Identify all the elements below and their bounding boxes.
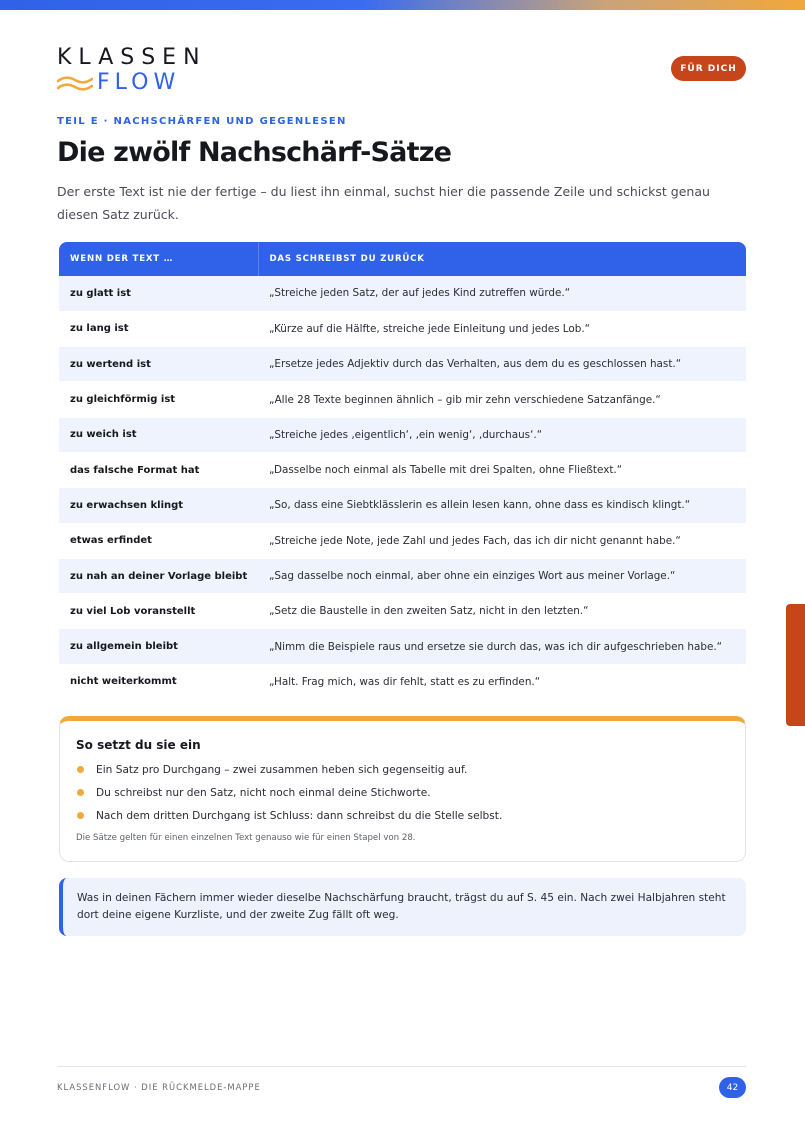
logo-wordmark-top: KLASSEN xyxy=(57,45,207,70)
lead-paragraph: Der erste Text ist nie der fertige – du liest ihn einmal, suchst hier die passende Zeile und schickst genau diesen Satz zurück. xyxy=(57,184,710,222)
condition-cell: nicht weiterkommt xyxy=(59,664,258,699)
audience-badge: FÜR DICH xyxy=(671,56,746,81)
table-row xyxy=(59,664,746,699)
section-kicker: TEIL E · NACHSCHÄRFEN UND GEGENLESEN xyxy=(57,116,347,127)
response-cell: „Streiche jeden Satz, der auf jedes Kind zutreffen würde.“ xyxy=(258,276,746,311)
section-side-tab xyxy=(786,604,805,726)
condition-cell: zu glatt ist xyxy=(59,276,258,311)
klassenflow-logo xyxy=(57,46,207,95)
list-item-text: Nach dem dritten Durchgang ist Schluss: dann schreibst du die Stelle selbst. xyxy=(96,809,503,822)
response-cell: „Kürze auf die Hälfte, streiche jede Einleitung und jedes Lob.“ xyxy=(258,311,746,346)
bullet-dot-icon xyxy=(77,789,84,796)
usage-tips-note: Die Sätze gelten für einen einzelnen Text genauso wie für einen Stapel von 28. xyxy=(76,833,416,843)
condition-cell: zu lang ist xyxy=(59,311,258,346)
table-row xyxy=(59,452,746,487)
table-row xyxy=(59,347,746,382)
table-row xyxy=(59,594,746,629)
logo-wordmark-bottom: FLOW xyxy=(97,70,181,95)
column-header-response: DAS SCHREIBST DU ZURÜCK xyxy=(258,242,746,276)
response-cell: „Halt. Frag mich, was dir fehlt, statt es zu erfinden.“ xyxy=(258,664,746,699)
top-gradient-bar xyxy=(0,0,805,10)
condition-cell: das falsche Format hat xyxy=(59,452,258,487)
phrases-table xyxy=(59,242,746,700)
list-item xyxy=(76,804,729,827)
column-header-condition: WENN DER TEXT … xyxy=(59,242,258,276)
list-item xyxy=(76,781,729,804)
table-row xyxy=(59,311,746,346)
footer-label: KLASSENFLOW · DIE RÜCKMELDE-MAPPE xyxy=(57,1082,261,1092)
table-row xyxy=(59,276,746,311)
wave-icon xyxy=(57,74,93,92)
condition-cell: zu gleichförmig ist xyxy=(59,382,258,417)
condition-cell: zu wertend ist xyxy=(59,347,258,382)
condition-cell: zu weich ist xyxy=(59,417,258,452)
table-row xyxy=(59,629,746,664)
table-row xyxy=(59,523,746,558)
condition-cell: zu erwachsen klingt xyxy=(59,488,258,523)
usage-tips-list xyxy=(76,758,729,827)
condition-cell: zu viel Lob voranstellt xyxy=(59,594,258,629)
response-cell: „Sag dasselbe noch einmal, aber ohne ein einziges Wort aus meiner Vorlage.“ xyxy=(258,558,746,593)
list-item-text: Du schreibst nur den Satz, nicht noch einmal deine Stichworte. xyxy=(96,786,431,799)
condition-cell: zu nah an deiner Vorlage bleibt xyxy=(59,558,258,593)
page-title: Die zwölf Nachschärf-Sätze xyxy=(57,137,452,168)
usage-tips-title: So setzt du sie ein xyxy=(76,738,201,752)
condition-cell: etwas erfindet xyxy=(59,523,258,558)
list-item xyxy=(76,758,729,781)
table-row xyxy=(59,558,746,593)
response-cell: „Streiche jede Note, jede Zahl und jedes Fach, das ich dir nicht genannt habe.“ xyxy=(258,523,746,558)
table-header-row xyxy=(59,242,746,276)
usage-tips-box xyxy=(59,716,746,862)
response-cell: „Setz die Baustelle in den zweiten Satz, nicht in den letzten.“ xyxy=(258,594,746,629)
condition-cell: zu allgemein bleibt xyxy=(59,629,258,664)
list-item-text: Ein Satz pro Durchgang – zwei zusammen heben sich gegenseitig auf. xyxy=(96,763,468,776)
response-cell: „Ersetze jedes Adjektiv durch das Verhalten, aus dem du es geschlossen hast.“ xyxy=(258,347,746,382)
response-cell: „Alle 28 Texte beginnen ähnlich – gib mir zehn verschiedene Satzanfänge.“ xyxy=(258,382,746,417)
response-cell: „Nimm die Beispiele raus und ersetze sie durch das, was ich dir aufgeschrieben habe.“ xyxy=(258,629,746,664)
callout-note: Was in deinen Fächern immer wieder dieselbe Nachschärfung braucht, trägst du auf S. 45 ein. Nach zwei Halbjahren steht dort deine eigene Kurzliste, und der zweite Zug fällt oft weg. xyxy=(59,878,746,936)
page-number: 42 xyxy=(719,1077,746,1098)
response-cell: „Streiche jedes ‚eigentlich‘, ‚ein wenig‘, ‚durchaus‘.“ xyxy=(258,417,746,452)
footer-divider xyxy=(57,1066,746,1067)
response-cell: „So, dass eine Siebtklässlerin es allein lesen kann, ohne dass es kindisch klingt.“ xyxy=(258,488,746,523)
table-row xyxy=(59,382,746,417)
response-cell: „Dasselbe noch einmal als Tabelle mit drei Spalten, ohne Fließtext.“ xyxy=(258,452,746,487)
bullet-dot-icon xyxy=(77,812,84,819)
table-row xyxy=(59,417,746,452)
bullet-dot-icon xyxy=(77,766,84,773)
table-row xyxy=(59,488,746,523)
